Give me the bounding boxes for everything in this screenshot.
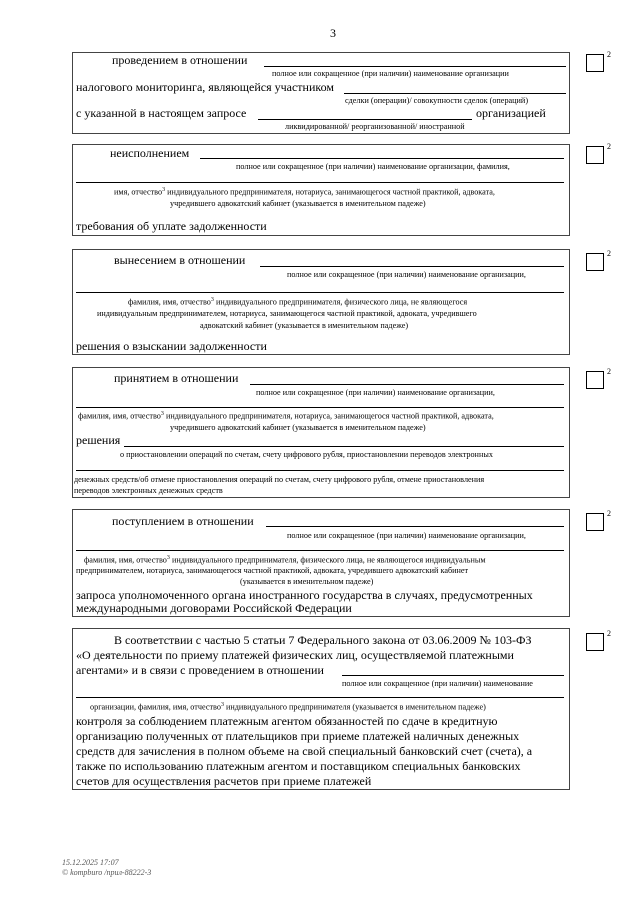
field-caption: учредившего адвокатский кабинет (указывается в именительном падеже) [170, 199, 426, 208]
field-caption: денежных средств/об отмене приостановления операций по счетам, счету цифрового рубля, отмене приостановления [74, 475, 485, 484]
checkbox-note: 2 [607, 629, 611, 638]
fill-line [76, 697, 564, 698]
section-text: решения [76, 433, 121, 447]
section-text: агентами» и в связи с проведением в отношении [76, 663, 324, 677]
page-number: 3 [330, 26, 336, 40]
field-caption: предпринимателем, нотариуса, занимающегося частной практикой, адвоката, учредившего адвокатский кабинет [76, 566, 469, 575]
field-caption: фамилия, имя, отчество$^3$ индивидуального предпринимателя, физического лица, не являющегося [128, 297, 468, 307]
checkbox-nonfulfillment[interactable] [586, 146, 604, 164]
section-text: также по использованию платежным агентом и поставщиком специальных банковских [76, 759, 521, 773]
checkbox-note: 2 [607, 367, 611, 376]
section-text: требования об уплате задолженности [76, 219, 267, 233]
fill-line [258, 119, 472, 120]
fill-line [76, 292, 564, 293]
section-label: принятием в отношении [114, 371, 239, 385]
section-text: налогового мониторинга, являющейся участником [76, 80, 334, 94]
field-caption: фамилия, имя, отчество$^3$ индивидуального предпринимателя, физического лица, не являющегося индивидуальным [84, 555, 486, 565]
fill-line [76, 407, 564, 408]
field-caption: учредившего адвокатский кабинет (указывается в именительном падеже) [170, 423, 426, 432]
field-caption: полное или сокращенное (при наличии) наименование организации, фамилия, [236, 162, 510, 171]
section-text: запроса уполномоченного органа иностранного государства в случаях, предусмотренных [76, 588, 533, 602]
field-caption: организации, фамилия, имя, отчество$^3$ индивидуального предпринимателя (указывается в именительном падеже) [90, 702, 486, 712]
section-text: организацию полученных от плательщиков при приеме платежей наличных денежных [76, 729, 520, 743]
section-text: организацией [476, 106, 546, 120]
fill-line [250, 384, 564, 385]
checkbox-payment-agent[interactable] [586, 633, 604, 651]
field-caption: фамилия, имя, отчество$^3$ индивидуального предпринимателя, нотариуса, занимающегося частной практикой, адвоката, [78, 411, 494, 421]
checkbox-foreign-request[interactable] [586, 513, 604, 531]
section-text: «О деятельности по приему платежей физических лиц, осуществляемой платежными [76, 648, 514, 662]
checkbox-note: 2 [607, 509, 611, 518]
fill-line [200, 158, 564, 159]
field-caption: (указывается в именительном падеже) [240, 577, 374, 586]
fill-line [76, 182, 564, 183]
section-label: поступлением в отношении [112, 514, 254, 528]
checkbox-monitoring[interactable] [586, 54, 604, 72]
field-caption: полное или сокращенное (при наличии) наименование организации, [287, 270, 526, 279]
section-text: международными договорами Российской Федерации [76, 601, 352, 615]
field-caption: полное или сокращенное (при наличии) наименование организации, [287, 531, 526, 540]
checkbox-note: 2 [607, 249, 611, 258]
fill-line [260, 266, 564, 267]
fill-line [342, 675, 564, 676]
checkbox-note: 2 [607, 50, 611, 59]
footer-timestamp: 15.12.2025 17:07 [62, 858, 119, 867]
field-caption: полное или сокращенное (при наличии) наименование организации [272, 69, 509, 78]
section-text: средств для зачисления в полном объеме на свой специальный банковский счет (счета), а [76, 744, 533, 758]
fill-line [264, 66, 566, 67]
field-caption: индивидуальным предпринимателем, нотариуса, занимающегося частной практикой, адвоката, учредившего [97, 309, 477, 318]
section-label: неисполнением [110, 146, 190, 160]
field-caption: адвокатский кабинет (указывается в именительном падеже) [200, 321, 409, 330]
field-caption: о приостановлении операций по счетам, счету цифрового рубля, приостановлении переводов электронных [120, 450, 493, 459]
section-label: вынесением в отношении [114, 253, 246, 267]
section-text: решения о взыскании задолженности [76, 339, 267, 353]
field-caption: имя, отчество$^3$ индивидуального предпринимателя, нотариуса, занимающегося частной практикой, адвоката, [114, 187, 495, 197]
field-caption: полное или сокращенное (при наличии) наименование [342, 679, 533, 688]
checkbox-decision[interactable] [586, 253, 604, 271]
field-caption: переводов электронных денежных средств [74, 486, 223, 495]
section-text: контроля за соблюдением платежным агентом обязанностей по сдаче в кредитную [76, 714, 498, 728]
field-caption: ликвидированной/ реорганизованной/ иностранной [285, 122, 465, 131]
fill-line [76, 550, 564, 551]
section-text: с указанной в настоящем запросе [76, 106, 247, 120]
fill-line [76, 470, 564, 471]
section-label: В соответствии с частью 5 статьи 7 Федерального закона от 03.06.2009 № 103-ФЗ [114, 633, 532, 647]
checkbox-suspension[interactable] [586, 371, 604, 389]
footer-source: © kompburo /npuл-88222-3 [62, 868, 152, 877]
fill-line [266, 526, 564, 527]
field-caption: полное или сокращенное (при наличии) наименование организации, [256, 388, 495, 397]
checkbox-note: 2 [607, 142, 611, 151]
field-caption: сделки (операции)/ совокупности сделок (операций) [345, 96, 529, 105]
fill-line [124, 446, 564, 447]
section-text: счетов для осуществления расчетов при приеме платежей [76, 774, 372, 788]
section-label: проведением в отношении [112, 53, 248, 67]
fill-line [344, 93, 566, 94]
